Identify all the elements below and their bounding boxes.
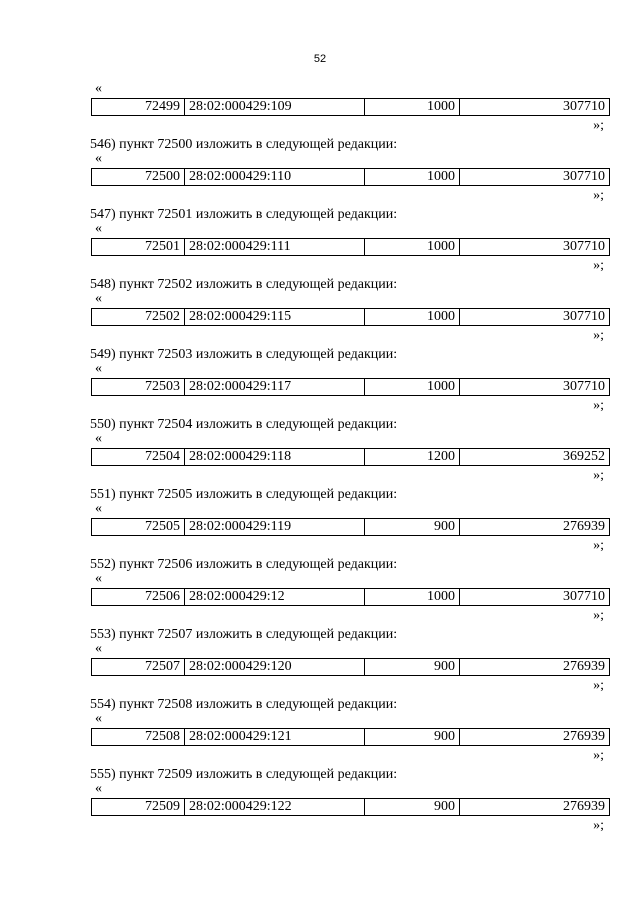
- opening-quote: «: [95, 501, 102, 516]
- amendment-block: [90, 81, 610, 137]
- closing-quote: »;: [593, 188, 604, 203]
- amendment-heading: 555) пункт 72509 изложить в следующей редакции:: [90, 767, 398, 782]
- amendment-block: [90, 347, 610, 417]
- opening-quote: «: [95, 81, 102, 96]
- value-cell: 276939: [563, 729, 605, 744]
- opening-quote: «: [95, 291, 102, 306]
- closing-quote: »;: [593, 678, 604, 693]
- opening-quote: «: [95, 641, 102, 656]
- table-row: [91, 518, 610, 536]
- closing-quote: »;: [593, 818, 604, 833]
- value-cell: 307710: [563, 309, 605, 324]
- item-number-cell: 72504: [92, 449, 185, 465]
- opening-quote: «: [95, 571, 102, 586]
- amendment-block: [90, 137, 610, 207]
- item-number-cell: 72502: [92, 309, 185, 325]
- closing-quote: »;: [593, 118, 604, 133]
- area-cell: 1000: [365, 99, 460, 115]
- cadastral-number-cell: 28:02:000429:117: [185, 379, 365, 395]
- amendment-block: [90, 557, 610, 627]
- cadastral-number-cell: 28:02:000429:115: [185, 309, 365, 325]
- cadastral-number-cell: 28:02:000429:121: [185, 729, 365, 745]
- page-number: 52: [313, 53, 327, 65]
- item-number-cell: 72503: [92, 379, 185, 395]
- opening-quote: «: [95, 711, 102, 726]
- area-cell: 900: [365, 659, 460, 675]
- area-cell: 1000: [365, 239, 460, 255]
- cadastral-number-cell: 28:02:000429:119: [185, 519, 365, 535]
- item-number-cell: 72499: [92, 99, 185, 115]
- area-cell: 1000: [365, 169, 460, 185]
- table-row: [91, 588, 610, 606]
- amendment-block: [90, 277, 610, 347]
- table-row: [91, 658, 610, 676]
- item-number-cell: 72509: [92, 799, 185, 815]
- cadastral-number-cell: 28:02:000429:111: [185, 239, 365, 255]
- area-cell: 1000: [365, 589, 460, 605]
- amendment-heading: 554) пункт 72508 изложить в следующей редакции:: [90, 697, 398, 712]
- amendment-block: [90, 767, 610, 837]
- table-row: [91, 98, 610, 116]
- value-cell: 276939: [563, 799, 605, 814]
- opening-quote: «: [95, 151, 102, 166]
- cadastral-number-cell: 28:02:000429:109: [185, 99, 365, 115]
- item-number-cell: 72508: [92, 729, 185, 745]
- value-cell: 369252: [563, 449, 605, 464]
- closing-quote: »;: [593, 398, 604, 413]
- amendment-block: [90, 487, 610, 557]
- amendment-block: [90, 697, 610, 767]
- closing-quote: »;: [593, 538, 604, 553]
- area-cell: 900: [365, 799, 460, 815]
- table-row: [91, 238, 610, 256]
- opening-quote: «: [95, 361, 102, 376]
- amendment-heading: 546) пункт 72500 изложить в следующей редакции:: [90, 137, 398, 152]
- opening-quote: «: [95, 221, 102, 236]
- table-row: [91, 448, 610, 466]
- amendment-heading: 548) пункт 72502 изложить в следующей редакции:: [90, 277, 398, 292]
- amendment-heading: 547) пункт 72501 изложить в следующей редакции:: [90, 207, 398, 222]
- closing-quote: »;: [593, 468, 604, 483]
- opening-quote: «: [95, 431, 102, 446]
- item-number-cell: 72500: [92, 169, 185, 185]
- amendment-block: [90, 417, 610, 487]
- area-cell: 1000: [365, 379, 460, 395]
- cadastral-number-cell: 28:02:000429:12: [185, 589, 365, 605]
- cadastral-number-cell: 28:02:000429:120: [185, 659, 365, 675]
- area-cell: 1000: [365, 309, 460, 325]
- item-number-cell: 72506: [92, 589, 185, 605]
- closing-quote: »;: [593, 748, 604, 763]
- value-cell: 307710: [563, 239, 605, 254]
- value-cell: 276939: [563, 659, 605, 674]
- table-row: [91, 378, 610, 396]
- amendment-heading: 549) пункт 72503 изложить в следующей редакции:: [90, 347, 398, 362]
- document-body: [90, 81, 610, 837]
- amendment-heading: 553) пункт 72507 изложить в следующей редакции:: [90, 627, 398, 642]
- opening-quote: «: [95, 781, 102, 796]
- table-row: [91, 798, 610, 816]
- amendment-block: [90, 627, 610, 697]
- area-cell: 1200: [365, 449, 460, 465]
- cadastral-number-cell: 28:02:000429:122: [185, 799, 365, 815]
- table-row: [91, 168, 610, 186]
- cadastral-number-cell: 28:02:000429:110: [185, 169, 365, 185]
- closing-quote: »;: [593, 608, 604, 623]
- value-cell: 307710: [563, 589, 605, 604]
- table-row: [91, 308, 610, 326]
- area-cell: 900: [365, 519, 460, 535]
- table-row: [91, 728, 610, 746]
- value-cell: 307710: [563, 99, 605, 114]
- amendment-heading: 551) пункт 72505 изложить в следующей редакции:: [90, 487, 398, 502]
- value-cell: 307710: [563, 169, 605, 184]
- item-number-cell: 72505: [92, 519, 185, 535]
- closing-quote: »;: [593, 258, 604, 273]
- closing-quote: »;: [593, 328, 604, 343]
- area-cell: 900: [365, 729, 460, 745]
- amendment-heading: 550) пункт 72504 изложить в следующей редакции:: [90, 417, 398, 432]
- value-cell: 276939: [563, 519, 605, 534]
- amendment-block: [90, 207, 610, 277]
- cadastral-number-cell: 28:02:000429:118: [185, 449, 365, 465]
- amendment-heading: 552) пункт 72506 изложить в следующей редакции:: [90, 557, 398, 572]
- value-cell: 307710: [563, 379, 605, 394]
- item-number-cell: 72501: [92, 239, 185, 255]
- item-number-cell: 72507: [92, 659, 185, 675]
